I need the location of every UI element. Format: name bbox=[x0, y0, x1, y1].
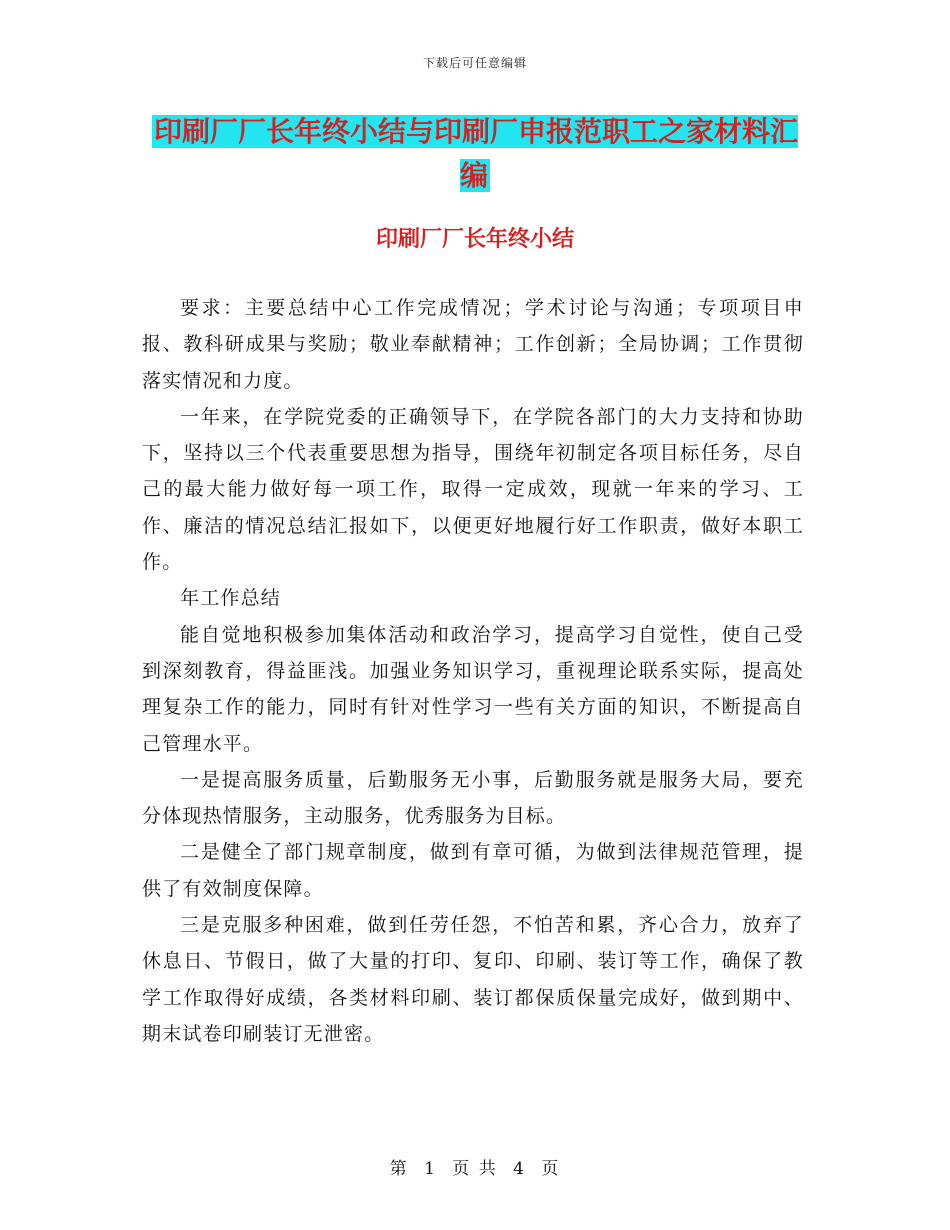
paragraph-study: 能自觉地积极参加集体活动和政治学习，提高学习自觉性，使自己受到深刻教育，得益匪浅。加强业务知识学习，重视理论联系实际，提高处理复杂工作的能力，同时有针对性学习一些有关方面的知识，不断提高自己管理水平。 bbox=[142, 623, 804, 755]
paragraph-requirements: 要求：主要总结中心工作完成情况；学术讨论与沟通；专项项目申报、教科研成果与奖励；敬业奉献精神；工作创新；全局协调；工作贯彻落实情况和力度。 bbox=[142, 297, 804, 392]
document-title bbox=[140, 110, 810, 198]
paragraph-point-two: 二是健全了部门规章制度，做到有章可循，为做到法律规范管理，提供了有效制度保障。 bbox=[142, 841, 804, 900]
footer-total-pages: 4 bbox=[513, 1159, 526, 1179]
paragraph-intro: 一年来，在学院党委的正确领导下，在学院各部门的大力支持和协助下，坚持以三个代表重要思想为指导，围绕年初制定各项目标任务，尽自己的最大能力做好每一项工作，取得一定成效，现就一年来的学习、工作、廉洁的情况总结汇报如下，以便更好地履行好工作职责，做好本职工作。 bbox=[142, 405, 804, 574]
footer-middle: 页 共 bbox=[452, 1159, 498, 1179]
footer-prefix: 第 bbox=[389, 1159, 409, 1179]
footer-suffix: 页 bbox=[541, 1159, 561, 1179]
paragraph-point-one: 一是提高服务质量，后勤服务无小事，后勤服务就是服务大局，要充分体现热情服务，主动服务，优秀服务为目标。 bbox=[142, 768, 804, 828]
document-title-text: 印刷厂厂长年终小结与印刷厂申报范职工之家材料汇编 bbox=[153, 115, 798, 192]
paragraph-point-three: 三是克服多种困难，做到任劳任怨，不怕苦和累，齐心合力，放弃了休息日、节假日，做了大量的打印、复印、印刷、装订等工作，确保了教学工作取得好成绩，各类材料印刷、装订都保质保量完成好，做到期中、期末试卷印刷装订无泄密。 bbox=[142, 914, 804, 1045]
page-footer bbox=[0, 1154, 950, 1179]
paragraph-subheading: 年工作总结 bbox=[180, 587, 282, 610]
section-title: 印刷厂厂长年终小结 bbox=[375, 227, 574, 252]
header-note: 下载后可任意编辑 bbox=[422, 56, 527, 70]
document-body bbox=[142, 290, 804, 1052]
footer-page-number: 1 bbox=[424, 1159, 437, 1179]
